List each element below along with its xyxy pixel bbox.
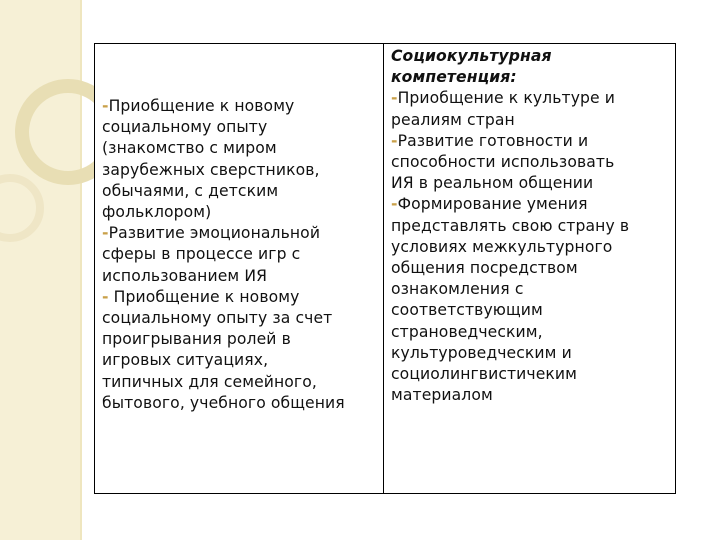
- bullet-dash: -: [102, 287, 109, 306]
- column-heading: компетенция:: [391, 68, 517, 87]
- text-line: соответствующим: [391, 301, 543, 320]
- text-line: социальному опыту за счет: [102, 309, 333, 328]
- text-line: -Развитие эмоциональной: [102, 224, 321, 243]
- text-line: ознакомления с: [391, 280, 524, 299]
- text-line: страноведческим,: [391, 322, 543, 341]
- text-line: проигрывания ролей в: [102, 330, 291, 349]
- text-line: материалом: [391, 386, 493, 405]
- text-line: -Приобщение к новому: [102, 97, 295, 115]
- bullet-dash: -: [391, 131, 398, 150]
- text-line: реалиям стран: [391, 110, 515, 129]
- text-line: условиях межкультурного: [391, 237, 613, 256]
- left-column-cell: [102, 96, 377, 414]
- text-line: типичных для семейного,: [102, 372, 317, 391]
- text-line: ИЯ в реальном общении: [391, 174, 594, 193]
- column-divider: [383, 43, 384, 494]
- bullet-dash: -: [102, 224, 109, 243]
- column-heading: Социокультурная: [391, 47, 552, 65]
- text-line: способности использовать: [391, 153, 615, 172]
- bullet-dash: -: [102, 97, 109, 115]
- text-line: - Приобщение к новому: [102, 287, 300, 306]
- bullet-dash: -: [391, 89, 398, 108]
- text-line: -Приобщение к культуре и: [391, 89, 616, 108]
- bullet-dash: -: [391, 195, 398, 214]
- text-line: культуроведческим и: [391, 343, 572, 362]
- text-line: использованием ИЯ: [102, 266, 268, 285]
- text-line: социальному опыту: [102, 118, 268, 137]
- text-line: обычаями, с детским: [102, 181, 279, 200]
- text-line: -Развитие готовности и: [391, 131, 589, 150]
- text-line: игровых ситуациях,: [102, 351, 269, 370]
- text-line: социолингвистичеким: [391, 365, 578, 384]
- text-line: -Формирование умения: [391, 195, 588, 214]
- text-line: представлять свою страну в: [391, 216, 630, 235]
- text-line: фольклором): [102, 203, 212, 222]
- right-column-cell: [391, 46, 671, 406]
- text-line: бытового, учебного общения: [102, 393, 345, 412]
- text-line: общения посредством: [391, 259, 578, 278]
- text-line: (знакомство с миром: [102, 139, 277, 158]
- text-line: сферы в процессе игр с: [102, 245, 301, 264]
- text-line: зарубежных сверстников,: [102, 160, 320, 179]
